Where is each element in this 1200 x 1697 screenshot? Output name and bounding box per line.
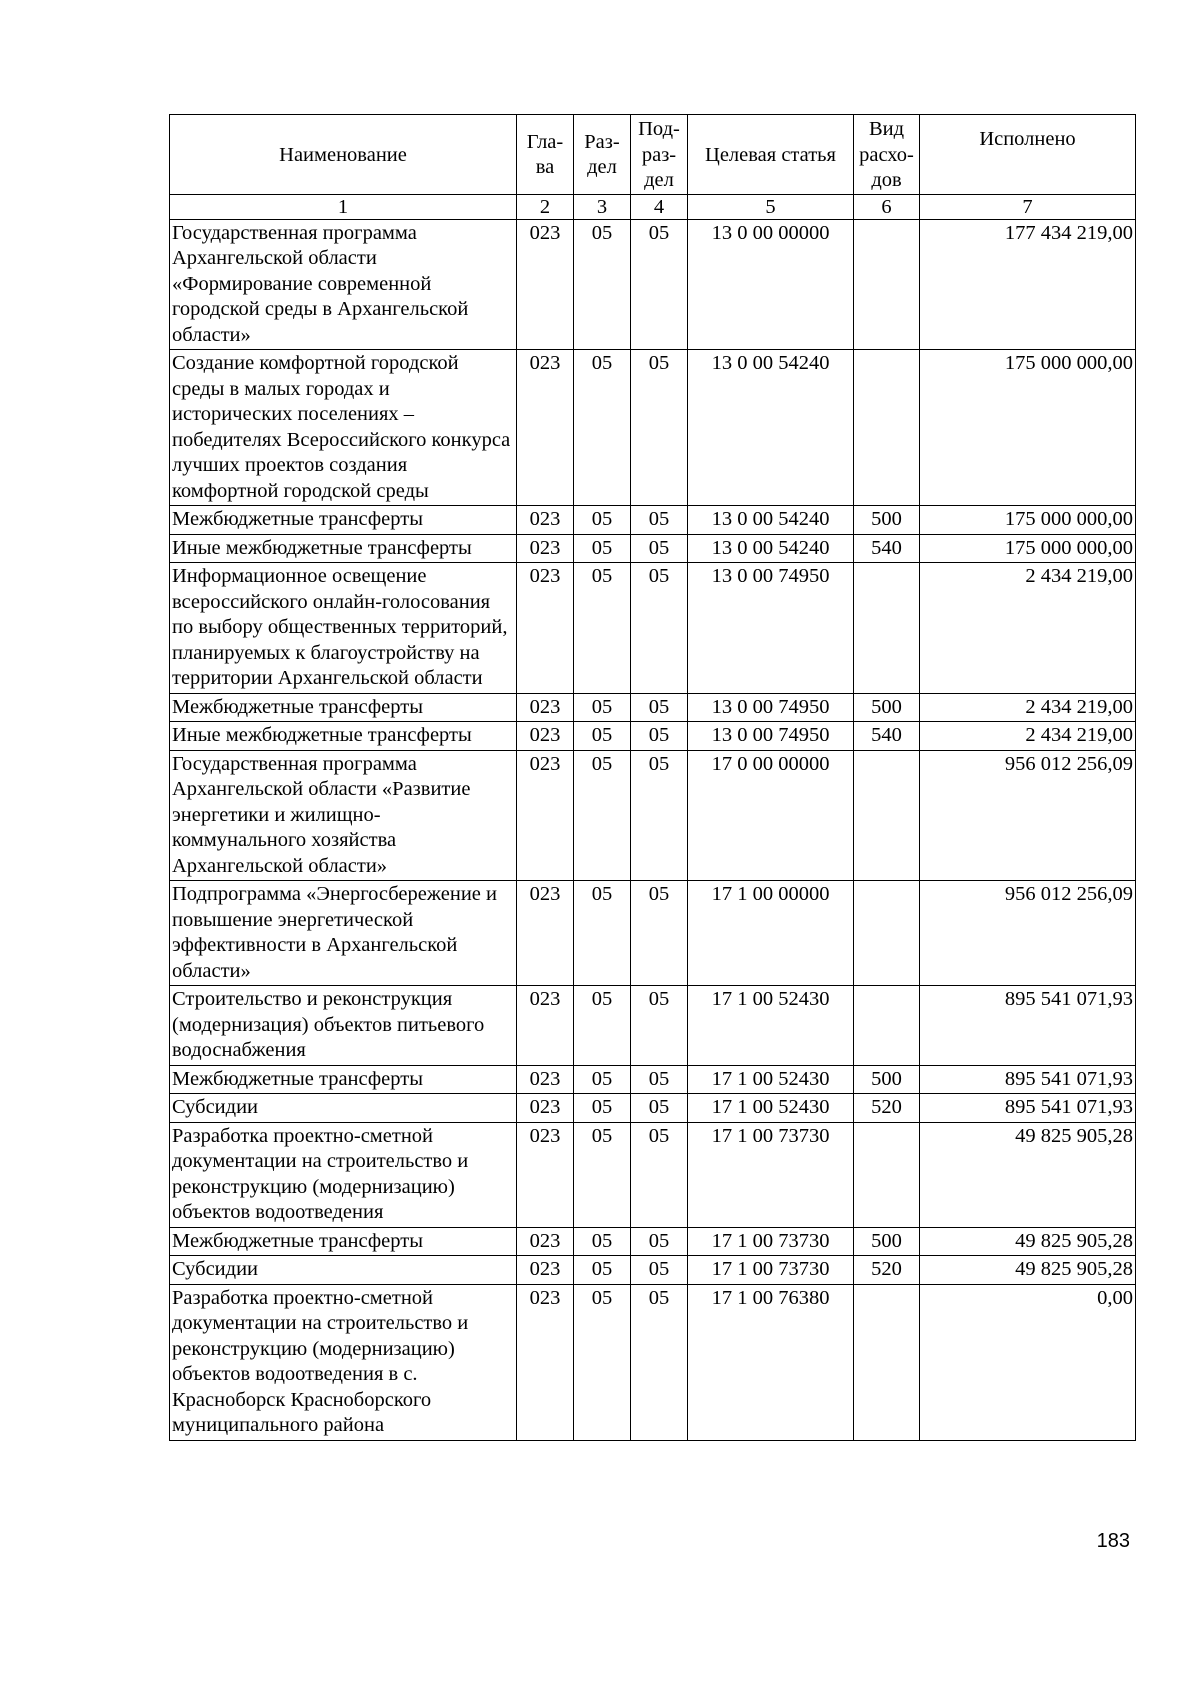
cell-expense-type xyxy=(854,1284,920,1440)
cell-target: 17 1 00 52430 xyxy=(688,1094,854,1123)
cell-subsection: 05 xyxy=(631,722,688,751)
cell-name: Субсидии xyxy=(170,1256,517,1285)
column-number: 1 xyxy=(170,194,517,219)
header-subsection xyxy=(631,115,688,195)
column-number: 3 xyxy=(574,194,631,219)
cell-executed: 895 541 071,93 xyxy=(920,986,1136,1066)
header-expense-type-label: Вид расхо- дов xyxy=(859,118,914,191)
cell-expense-type: 500 xyxy=(854,506,920,535)
cell-executed: 895 541 071,93 xyxy=(920,1094,1136,1123)
cell-subsection: 05 xyxy=(631,350,688,506)
cell-section: 05 xyxy=(574,693,631,722)
column-number: 7 xyxy=(920,194,1136,219)
cell-executed: 49 825 905,28 xyxy=(920,1256,1136,1285)
cell-section: 05 xyxy=(574,1227,631,1256)
cell-executed: 2 434 219,00 xyxy=(920,563,1136,694)
cell-executed: 175 000 000,00 xyxy=(920,506,1136,535)
table-row xyxy=(170,1256,1136,1285)
cell-chapter: 023 xyxy=(517,693,574,722)
cell-chapter: 023 xyxy=(517,881,574,986)
cell-section: 05 xyxy=(574,750,631,881)
column-number: 4 xyxy=(631,194,688,219)
cell-target: 13 0 00 74950 xyxy=(688,563,854,694)
cell-chapter: 023 xyxy=(517,1284,574,1440)
cell-expense-type xyxy=(854,1122,920,1227)
cell-target: 13 0 00 74950 xyxy=(688,693,854,722)
cell-target: 13 0 00 54240 xyxy=(688,350,854,506)
cell-name: Субсидии xyxy=(170,1094,517,1123)
cell-name: Межбюджетные трансферты xyxy=(170,506,517,535)
cell-section: 05 xyxy=(574,986,631,1066)
cell-name: Информационное освещение всероссийского онлайн-голосования по выбору общественных территорий, планируемых к благоустройству на территории Архангельской области xyxy=(170,563,517,694)
table-row xyxy=(170,350,1136,506)
table-row xyxy=(170,750,1136,881)
cell-subsection: 05 xyxy=(631,219,688,350)
column-number-row xyxy=(170,194,1136,219)
cell-expense-type xyxy=(854,881,920,986)
cell-expense-type: 540 xyxy=(854,534,920,563)
header-executed: Исполнено xyxy=(920,115,1136,195)
cell-executed: 956 012 256,09 xyxy=(920,881,1136,986)
cell-section: 05 xyxy=(574,563,631,694)
page-number: 183 xyxy=(1096,1530,1130,1552)
cell-section: 05 xyxy=(574,722,631,751)
cell-expense-type xyxy=(854,563,920,694)
cell-chapter: 023 xyxy=(517,534,574,563)
table-row xyxy=(170,563,1136,694)
cell-target: 13 0 00 54240 xyxy=(688,506,854,535)
cell-target: 13 0 00 54240 xyxy=(688,534,854,563)
cell-name: Разработка проектно-сметной документации на строительство и реконструкцию (модернизацию) объектов водоотведения xyxy=(170,1122,517,1227)
cell-expense-type: 520 xyxy=(854,1256,920,1285)
cell-expense-type xyxy=(854,350,920,506)
cell-chapter: 023 xyxy=(517,750,574,881)
table-row xyxy=(170,219,1136,350)
cell-section: 05 xyxy=(574,350,631,506)
cell-name: Межбюджетные трансферты xyxy=(170,1227,517,1256)
header-subsection-label: Под- раз- дел xyxy=(638,118,680,191)
cell-name: Иные межбюджетные трансферты xyxy=(170,722,517,751)
cell-chapter: 023 xyxy=(517,1065,574,1094)
column-number: 2 xyxy=(517,194,574,219)
cell-section: 05 xyxy=(574,1284,631,1440)
column-number: 5 xyxy=(688,194,854,219)
cell-subsection: 05 xyxy=(631,563,688,694)
cell-target: 17 0 00 00000 xyxy=(688,750,854,881)
header-row xyxy=(170,115,1136,195)
cell-subsection: 05 xyxy=(631,881,688,986)
cell-executed: 175 000 000,00 xyxy=(920,350,1136,506)
cell-executed: 0,00 xyxy=(920,1284,1136,1440)
cell-name: Строительство и реконструкция (модернизация) объектов питьевого водоснабжения xyxy=(170,986,517,1066)
header-section xyxy=(574,115,631,195)
cell-target: 17 1 00 76380 xyxy=(688,1284,854,1440)
cell-executed: 895 541 071,93 xyxy=(920,1065,1136,1094)
cell-expense-type: 500 xyxy=(854,1227,920,1256)
cell-subsection: 05 xyxy=(631,986,688,1066)
cell-chapter: 023 xyxy=(517,722,574,751)
cell-section: 05 xyxy=(574,1094,631,1123)
cell-target: 17 1 00 73730 xyxy=(688,1256,854,1285)
cell-section: 05 xyxy=(574,881,631,986)
cell-name: Государственная программа Архангельской области «Развитие энергетики и жилищно-коммунального хозяйства Архангельской области» xyxy=(170,750,517,881)
cell-expense-type: 520 xyxy=(854,1094,920,1123)
cell-subsection: 05 xyxy=(631,1122,688,1227)
cell-executed: 49 825 905,28 xyxy=(920,1122,1136,1227)
table-row xyxy=(170,506,1136,535)
cell-target: 17 1 00 73730 xyxy=(688,1227,854,1256)
cell-chapter: 023 xyxy=(517,219,574,350)
cell-executed: 175 000 000,00 xyxy=(920,534,1136,563)
cell-chapter: 023 xyxy=(517,986,574,1066)
cell-subsection: 05 xyxy=(631,1227,688,1256)
cell-section: 05 xyxy=(574,534,631,563)
table-row xyxy=(170,986,1136,1066)
cell-chapter: 023 xyxy=(517,1227,574,1256)
cell-target: 13 0 00 74950 xyxy=(688,722,854,751)
cell-section: 05 xyxy=(574,1065,631,1094)
cell-section: 05 xyxy=(574,506,631,535)
cell-subsection: 05 xyxy=(631,534,688,563)
cell-subsection: 05 xyxy=(631,1065,688,1094)
cell-section: 05 xyxy=(574,219,631,350)
cell-subsection: 05 xyxy=(631,693,688,722)
cell-chapter: 023 xyxy=(517,506,574,535)
cell-chapter: 023 xyxy=(517,1094,574,1123)
cell-expense-type xyxy=(854,750,920,881)
cell-target: 17 1 00 52430 xyxy=(688,986,854,1066)
cell-target: 17 1 00 73730 xyxy=(688,1122,854,1227)
cell-executed: 49 825 905,28 xyxy=(920,1227,1136,1256)
cell-executed: 2 434 219,00 xyxy=(920,693,1136,722)
table-row xyxy=(170,534,1136,563)
cell-target: 17 1 00 52430 xyxy=(688,1065,854,1094)
cell-executed: 2 434 219,00 xyxy=(920,722,1136,751)
header-chapter xyxy=(517,115,574,195)
table-row xyxy=(170,1227,1136,1256)
cell-subsection: 05 xyxy=(631,506,688,535)
cell-name: Межбюджетные трансферты xyxy=(170,693,517,722)
cell-expense-type xyxy=(854,986,920,1066)
table-row xyxy=(170,1122,1136,1227)
cell-target: 17 1 00 00000 xyxy=(688,881,854,986)
cell-chapter: 023 xyxy=(517,1122,574,1227)
cell-name: Разработка проектно-сметной документации на строительство и реконструкцию (модернизацию) объектов водоотведения в с. Красноборск Красноборского муниципального района xyxy=(170,1284,517,1440)
cell-name: Государственная программа Архангельской области «Формирование современной городской среды в Архангельской области» xyxy=(170,219,517,350)
column-number: 6 xyxy=(854,194,920,219)
table-row xyxy=(170,693,1136,722)
cell-subsection: 05 xyxy=(631,1256,688,1285)
header-section-label: Раз- дел xyxy=(584,130,620,179)
cell-section: 05 xyxy=(574,1122,631,1227)
cell-name: Создание комфортной городской среды в малых городах и исторических поселениях – победителях Всероссийского конкурса лучших проектов создания комфортной городской среды xyxy=(170,350,517,506)
cell-chapter: 023 xyxy=(517,350,574,506)
table-row xyxy=(170,1065,1136,1094)
cell-name: Иные межбюджетные трансферты xyxy=(170,534,517,563)
cell-subsection: 05 xyxy=(631,1284,688,1440)
table-row xyxy=(170,881,1136,986)
header-target: Целевая статья xyxy=(688,115,854,195)
cell-expense-type xyxy=(854,219,920,350)
table-row xyxy=(170,722,1136,751)
cell-expense-type: 500 xyxy=(854,1065,920,1094)
cell-chapter: 023 xyxy=(517,563,574,694)
table-body xyxy=(170,219,1136,1440)
cell-subsection: 05 xyxy=(631,750,688,881)
cell-name: Подпрограмма «Энергосбережение и повышение энергетической эффективности в Архангельской области» xyxy=(170,881,517,986)
cell-expense-type: 540 xyxy=(854,722,920,751)
cell-name: Межбюджетные трансферты xyxy=(170,1065,517,1094)
cell-target: 13 0 00 00000 xyxy=(688,219,854,350)
header-chapter-label: Гла- ва xyxy=(526,130,564,179)
cell-chapter: 023 xyxy=(517,1256,574,1285)
cell-subsection: 05 xyxy=(631,1094,688,1123)
table-row xyxy=(170,1284,1136,1440)
cell-section: 05 xyxy=(574,1256,631,1285)
budget-table xyxy=(169,114,1136,1441)
table-row xyxy=(170,1094,1136,1123)
header-name: Наименование xyxy=(170,115,517,195)
cell-executed: 177 434 219,00 xyxy=(920,219,1136,350)
cell-expense-type: 500 xyxy=(854,693,920,722)
cell-executed: 956 012 256,09 xyxy=(920,750,1136,881)
header-expense-type xyxy=(854,115,920,195)
